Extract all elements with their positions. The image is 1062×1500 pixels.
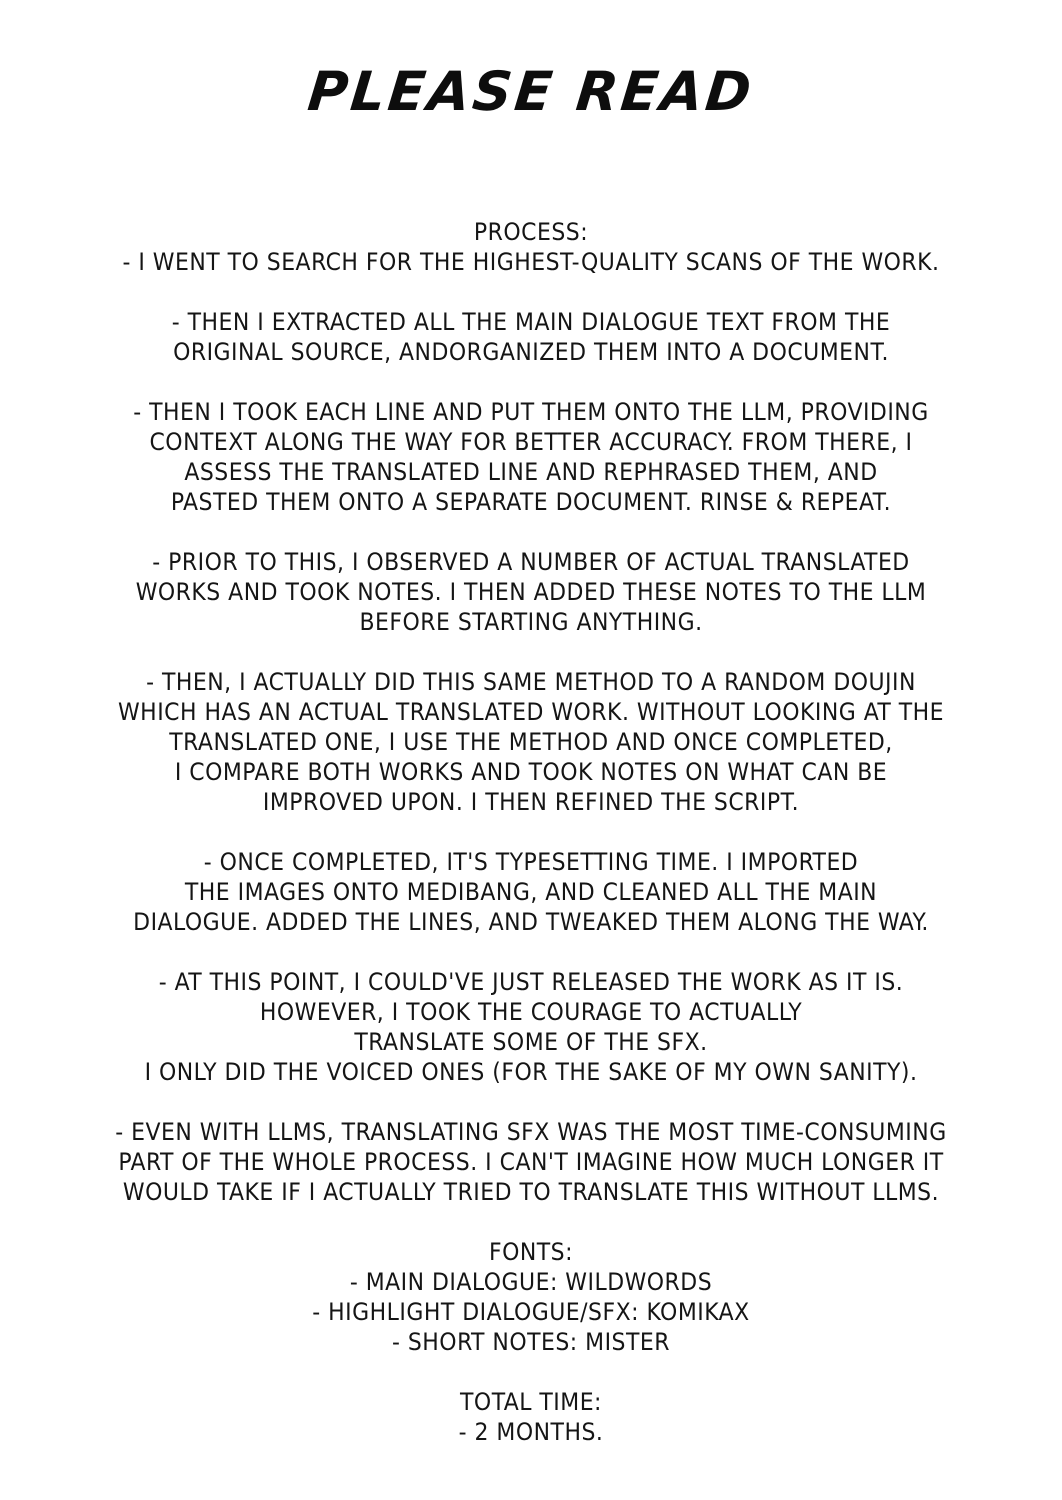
process-line: WORKS AND TOOK NOTES. I THEN ADDED THESE NOTES TO THE LLM <box>135 577 927 606</box>
process-line: - THEN I TOOK EACH LINE AND PUT THEM ONTO THE LLM, PROVIDING <box>133 397 929 426</box>
process-line: - I WENT TO SEARCH FOR THE HIGHEST-QUALITY SCANS OF THE WORK. <box>122 247 940 276</box>
process-line: THE IMAGES ONTO MEDIBANG, AND CLEANED ALL THE MAIN <box>184 877 878 906</box>
page-title: PLEASE READ <box>305 60 757 123</box>
process-paragraph <box>20 847 1042 937</box>
process-line: CONTEXT ALONG THE WAY FOR BETTER ACCURACY. FROM THERE, I <box>149 427 913 456</box>
notes-body <box>20 217 1042 1477</box>
process-line: ORIGINAL SOURCE, ANDORGANIZED THEM INTO A DOCUMENT. <box>173 337 889 366</box>
process-line: PART OF THE WHOLE PROCESS. I CAN'T IMAGINE HOW MUCH LONGER IT <box>118 1147 944 1176</box>
fonts-heading: FONTS: <box>488 1237 574 1266</box>
process-paragraph <box>20 1117 1042 1207</box>
font-item: - SHORT NOTES: MISTER <box>391 1327 670 1356</box>
total-time-heading: TOTAL TIME: <box>460 1387 602 1416</box>
process-line: ASSESS THE TRANSLATED LINE AND REPHRASED THEM, AND <box>184 457 878 486</box>
total-time-item: - 2 MONTHS. <box>458 1417 604 1446</box>
process-line: I ONLY DID THE VOICED ONES (FOR THE SAKE OF MY OWN SANITY). <box>144 1057 918 1086</box>
process-line: DIALOGUE. ADDED THE LINES, AND TWEAKED THEM ALONG THE WAY. <box>133 907 929 936</box>
process-line: WHICH HAS AN ACTUAL TRANSLATED WORK. WITHOUT LOOKING AT THE <box>117 697 945 726</box>
process-heading: PROCESS: <box>473 217 589 246</box>
process-paragraph <box>20 397 1042 517</box>
process-line: - PRIOR TO THIS, I OBSERVED A NUMBER OF ACTUAL TRANSLATED <box>152 547 910 576</box>
process-line: I COMPARE BOTH WORKS AND TOOK NOTES ON WHAT CAN BE <box>174 757 888 786</box>
process-line: WOULD TAKE IF I ACTUALLY TRIED TO TRANSLATE THIS WITHOUT LLMS. <box>122 1177 940 1206</box>
font-item: - HIGHLIGHT DIALOGUE/SFX: KOMIKAX <box>312 1297 750 1326</box>
process-line: HOWEVER, I TOOK THE COURAGE TO ACTUALLY <box>259 997 803 1026</box>
process-line: TRANSLATED ONE, I USE THE METHOD AND ONCE COMPLETED, <box>169 727 893 756</box>
total-time-section <box>20 1387 1042 1447</box>
process-paragraph <box>20 307 1042 367</box>
process-line: - THEN I EXTRACTED ALL THE MAIN DIALOGUE TEXT FROM THE <box>171 307 891 336</box>
fonts-section <box>20 1237 1042 1357</box>
process-line: - ONCE COMPLETED, IT'S TYPESETTING TIME. I IMPORTED <box>203 847 859 876</box>
process-paragraph <box>20 967 1042 1087</box>
process-line: - AT THIS POINT, I COULD'VE JUST RELEASED THE WORK AS IT IS. <box>158 967 904 996</box>
process-line: TRANSLATE SOME OF THE SFX. <box>354 1027 708 1056</box>
process-paragraph <box>20 547 1042 637</box>
process-first-block <box>20 217 1042 277</box>
process-line: PASTED THEM ONTO A SEPARATE DOCUMENT. RINSE & REPEAT. <box>170 487 892 516</box>
process-paragraph <box>20 667 1042 817</box>
process-line: BEFORE STARTING ANYTHING. <box>359 607 703 636</box>
process-line: IMPROVED UPON. I THEN REFINED THE SCRIPT. <box>262 787 800 816</box>
font-item: - MAIN DIALOGUE: WILDWORDS <box>349 1267 713 1296</box>
process-line: - THEN, I ACTUALLY DID THIS SAME METHOD TO A RANDOM DOUJIN <box>146 667 916 696</box>
process-line: - EVEN WITH LLMS, TRANSLATING SFX WAS THE MOST TIME-CONSUMING <box>115 1117 947 1146</box>
